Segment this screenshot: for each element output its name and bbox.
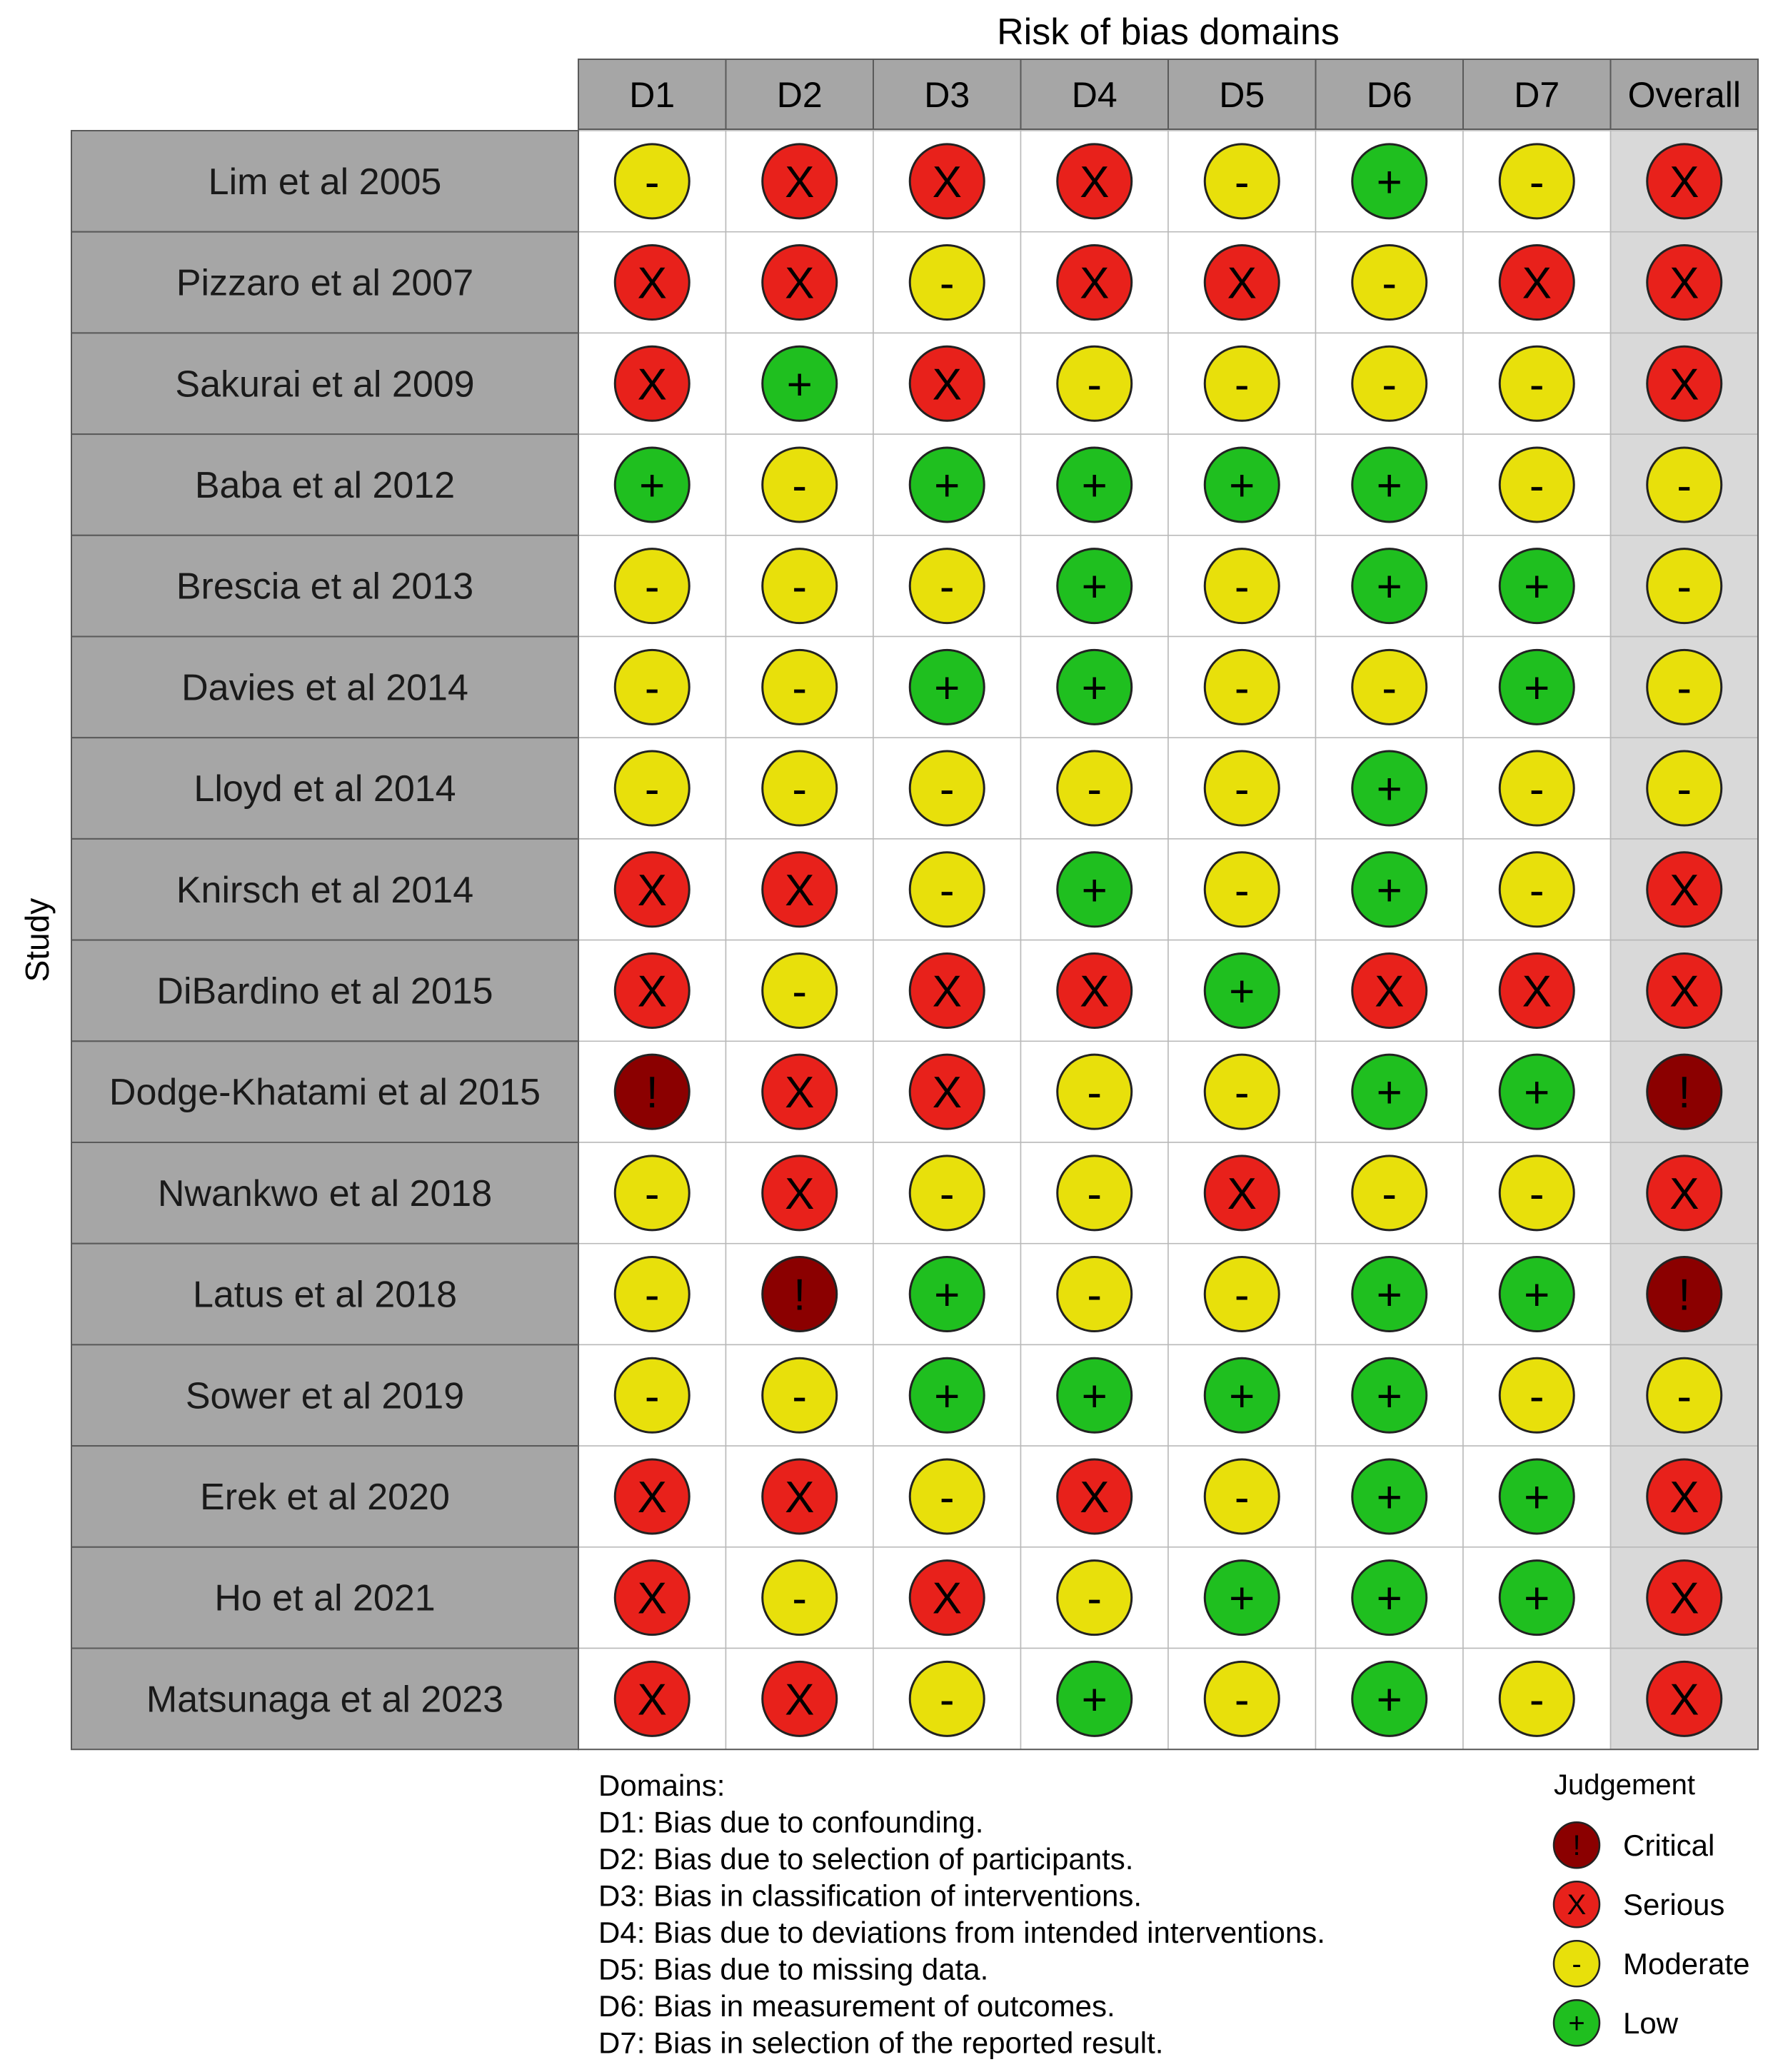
- column-header-d4: D4: [1071, 75, 1117, 115]
- judgement-symbol: X: [932, 1068, 962, 1118]
- domain-description: D7: Bias in selection of the reported result.: [598, 2026, 1164, 2060]
- column-header-d7: D7: [1514, 75, 1560, 115]
- domain-description: D6: Bias in measurement of outcomes.: [598, 1989, 1115, 2023]
- judgement-symbol: X: [932, 360, 962, 410]
- judgement-symbol: -: [1677, 1372, 1692, 1422]
- column-header-d5: D5: [1219, 75, 1265, 115]
- column-header-d2: D2: [776, 75, 823, 115]
- judgement-symbol: +: [1376, 1372, 1402, 1422]
- judgement-symbol: -: [792, 461, 808, 511]
- judgement-symbol: X: [1227, 1169, 1257, 1219]
- study-label: Latus et al 2018: [192, 1274, 458, 1316]
- domains-title: Domains:: [598, 1769, 725, 1803]
- judgement-symbol: -: [1234, 1472, 1250, 1522]
- study-label: DiBardino et al 2015: [156, 970, 493, 1012]
- judgement-symbol: +: [934, 461, 960, 511]
- study-label: Pizzaro et al 2007: [176, 262, 474, 304]
- domain-description: D2: Bias due to selection of participants.: [598, 1842, 1134, 1876]
- judgement-symbol: -: [1234, 562, 1250, 612]
- judgement-symbol: -: [644, 765, 660, 815]
- judgement-symbol: X: [1080, 967, 1110, 1017]
- judgement-symbol: !: [646, 1068, 658, 1118]
- judgement-symbol: -: [644, 663, 660, 713]
- judgement-symbol: +: [1376, 562, 1402, 612]
- y-axis-label: Study: [19, 897, 56, 982]
- judgement-symbol: X: [1080, 258, 1110, 308]
- judgement-symbol: -: [1382, 258, 1397, 308]
- judgement-symbol: -: [1529, 1372, 1545, 1422]
- judgement-symbol: +: [1081, 1675, 1108, 1725]
- judgement-symbol: X: [785, 1675, 815, 1725]
- judgement-symbol: -: [1234, 1675, 1250, 1725]
- column-header-d3: D3: [924, 75, 970, 115]
- judgement-symbol: +: [1376, 865, 1402, 915]
- judgement-symbol: -: [1529, 1675, 1545, 1725]
- judgement-symbol: X: [1227, 258, 1257, 308]
- judgement-symbol: -: [644, 1169, 660, 1219]
- judgement-symbol: -: [1382, 360, 1397, 410]
- judgement-symbol: -: [1529, 157, 1545, 207]
- judgement-symbol: X: [932, 157, 962, 207]
- judgement-symbol: X: [1522, 258, 1552, 308]
- study-label: Lloyd et al 2014: [194, 768, 456, 810]
- judgement-symbol: X: [637, 258, 667, 308]
- judgement-symbol: -: [1234, 157, 1250, 207]
- judgement-symbol: -: [1234, 360, 1250, 410]
- judgement-symbol: +: [639, 461, 665, 511]
- judgement-symbol: -: [1677, 663, 1692, 713]
- judgement-symbol: -: [1382, 1169, 1397, 1219]
- judgement-symbol: -: [644, 157, 660, 207]
- study-label: Davies et al 2014: [181, 667, 468, 709]
- judgement-symbol: !: [793, 1270, 806, 1320]
- judgement-symbol: +: [1524, 1574, 1550, 1624]
- study-label: Nwankwo et al 2018: [157, 1172, 493, 1214]
- judgement-symbol: -: [644, 562, 660, 612]
- judgement-symbol: +: [1376, 1574, 1402, 1624]
- judgement-symbol: -: [792, 1372, 808, 1422]
- domain-description: D1: Bias due to confounding.: [598, 1805, 984, 1839]
- legend-label: Low: [1623, 2006, 1679, 2041]
- judgement-symbol: +: [934, 1372, 960, 1422]
- study-label: Matsunaga et al 2023: [146, 1679, 504, 1721]
- judgement-symbol: -: [1677, 765, 1692, 815]
- domain-description: D4: Bias due to deviations from intended interventions.: [598, 1916, 1325, 1950]
- study-label: Knirsch et al 2014: [176, 869, 474, 911]
- judgement-symbol: -: [792, 967, 808, 1017]
- judgement-symbol: +: [786, 360, 813, 410]
- judgement-symbol: -: [1087, 1270, 1103, 1320]
- judgement-symbol: X: [1669, 360, 1699, 410]
- judgement-symbol: -: [1529, 360, 1545, 410]
- judgement-symbol: +: [1081, 461, 1108, 511]
- judgement-symbol: -: [792, 562, 808, 612]
- judgement-symbol: -: [939, 1472, 955, 1522]
- chart-title: Risk of bias domains: [997, 11, 1340, 53]
- judgement-symbol: +: [1524, 1068, 1550, 1118]
- study-label: Lim et al 2005: [208, 161, 442, 203]
- column-header-d1: D1: [629, 75, 675, 115]
- judgement-symbol: +: [1081, 1372, 1108, 1422]
- legend-symbol: X: [1567, 1889, 1587, 1921]
- judgement-symbol: X: [932, 967, 962, 1017]
- judgement-symbol: -: [1087, 360, 1103, 410]
- judgement-symbol: X: [637, 865, 667, 915]
- judgement-symbol: -: [1087, 1574, 1103, 1624]
- legend-symbol: !: [1572, 1830, 1581, 1862]
- judgement-symbol: !: [1678, 1270, 1691, 1320]
- judgement-symbol: +: [1081, 865, 1108, 915]
- judgement-symbol: -: [1529, 765, 1545, 815]
- judgement-symbol: +: [1376, 765, 1402, 815]
- judgement-symbol: +: [1376, 1472, 1402, 1522]
- judgement-symbol: -: [644, 1270, 660, 1320]
- judgement-symbol: +: [1376, 157, 1402, 207]
- study-label: Erek et al 2020: [200, 1476, 450, 1518]
- judgement-symbol: X: [785, 157, 815, 207]
- study-label: Dodge-Khatami et al 2015: [109, 1072, 541, 1114]
- judgement-symbol: -: [939, 765, 955, 815]
- study-label: Baba et al 2012: [194, 464, 456, 506]
- judgement-symbol: +: [1229, 461, 1255, 511]
- judgement-symbol: -: [1087, 765, 1103, 815]
- judgement-symbol: -: [1529, 461, 1545, 511]
- judgement-symbol: +: [1524, 1270, 1550, 1320]
- legend-label: Moderate: [1623, 1947, 1750, 1981]
- judgement-symbol: X: [932, 1574, 962, 1624]
- study-label: Sower et al 2019: [185, 1375, 465, 1417]
- judgement-symbol: X: [1080, 1472, 1110, 1522]
- judgement-symbol: X: [785, 258, 815, 308]
- judgement-symbol: X: [637, 360, 667, 410]
- judgement-symbol: -: [1234, 765, 1250, 815]
- judgement-symbol: X: [785, 1169, 815, 1219]
- judgement-symbol: -: [939, 1169, 955, 1219]
- judgement-symbol: -: [1234, 1068, 1250, 1118]
- judgement-symbol: X: [785, 865, 815, 915]
- judgement-symbol: X: [1522, 967, 1552, 1017]
- judgement-symbol: -: [1234, 663, 1250, 713]
- judgement-symbol: X: [637, 967, 667, 1017]
- judgement-symbol: +: [1376, 1675, 1402, 1725]
- legend-label: Critical: [1623, 1829, 1715, 1863]
- judgement-symbol: -: [939, 1675, 955, 1725]
- judgement-symbol: +: [1229, 1372, 1255, 1422]
- judgement-symbol: X: [1669, 1472, 1699, 1522]
- judgement-symbol: -: [792, 663, 808, 713]
- legend-symbol: -: [1572, 1948, 1582, 1981]
- judgement-symbol: -: [1234, 865, 1250, 915]
- judgement-symbol: +: [1524, 562, 1550, 612]
- domain-description: D3: Bias in classification of interventions.: [598, 1879, 1142, 1913]
- judgement-symbol: X: [1669, 1169, 1699, 1219]
- judgement-symbol: -: [1087, 1068, 1103, 1118]
- judgement-symbol: -: [1677, 461, 1692, 511]
- judgement-symbol: +: [1376, 1270, 1402, 1320]
- judgement-symbol: +: [1081, 663, 1108, 713]
- judgement-symbol: X: [637, 1675, 667, 1725]
- study-label: Sakurai et al 2009: [175, 363, 475, 406]
- judgement-symbol: -: [644, 1372, 660, 1422]
- judgement-symbol: -: [939, 865, 955, 915]
- domain-description: D5: Bias due to missing data.: [598, 1952, 989, 1986]
- judgement-symbol: X: [637, 1574, 667, 1624]
- judgement-symbol: +: [934, 663, 960, 713]
- judgement-symbol: X: [785, 1068, 815, 1118]
- judgement-symbol: -: [1677, 562, 1692, 612]
- judgement-symbol: +: [934, 1270, 960, 1320]
- judgement-symbol: +: [1524, 1472, 1550, 1522]
- judgement-symbol: +: [1081, 562, 1108, 612]
- judgement-symbol: -: [792, 765, 808, 815]
- judgement-symbol: -: [1382, 663, 1397, 713]
- study-label: Brescia et al 2013: [176, 565, 474, 608]
- legend-title: Judgement: [1554, 1769, 1695, 1801]
- judgement-symbol: X: [1669, 157, 1699, 207]
- judgement-symbol: X: [1669, 865, 1699, 915]
- column-header-d6: D6: [1366, 75, 1412, 115]
- judgement-symbol: +: [1229, 1574, 1255, 1624]
- judgement-symbol: -: [1529, 1169, 1545, 1219]
- judgement-symbol: X: [1669, 1675, 1699, 1725]
- legend-symbol: +: [1568, 2008, 1585, 2040]
- judgement-symbol: -: [1529, 865, 1545, 915]
- study-label: Ho et al 2021: [214, 1577, 436, 1619]
- judgement-symbol: -: [1087, 1169, 1103, 1219]
- judgement-symbol: +: [1376, 1068, 1402, 1118]
- judgement-symbol: X: [1669, 1574, 1699, 1624]
- judgement-symbol: X: [1669, 258, 1699, 308]
- judgement-symbol: X: [1080, 157, 1110, 207]
- judgement-symbol: X: [1669, 967, 1699, 1017]
- column-header-overall: Overall: [1627, 75, 1741, 115]
- judgement-symbol: !: [1678, 1068, 1691, 1118]
- judgement-symbol: -: [939, 562, 955, 612]
- judgement-symbol: X: [637, 1472, 667, 1522]
- judgement-symbol: -: [1234, 1270, 1250, 1320]
- judgement-symbol: +: [1524, 663, 1550, 713]
- judgement-symbol: +: [1229, 967, 1255, 1017]
- judgement-symbol: X: [785, 1472, 815, 1522]
- judgement-symbol: X: [1375, 967, 1405, 1017]
- judgement-symbol: +: [1376, 461, 1402, 511]
- judgement-symbol: -: [792, 1574, 808, 1624]
- legend-label: Serious: [1623, 1888, 1725, 1922]
- judgement-symbol: -: [939, 258, 955, 308]
